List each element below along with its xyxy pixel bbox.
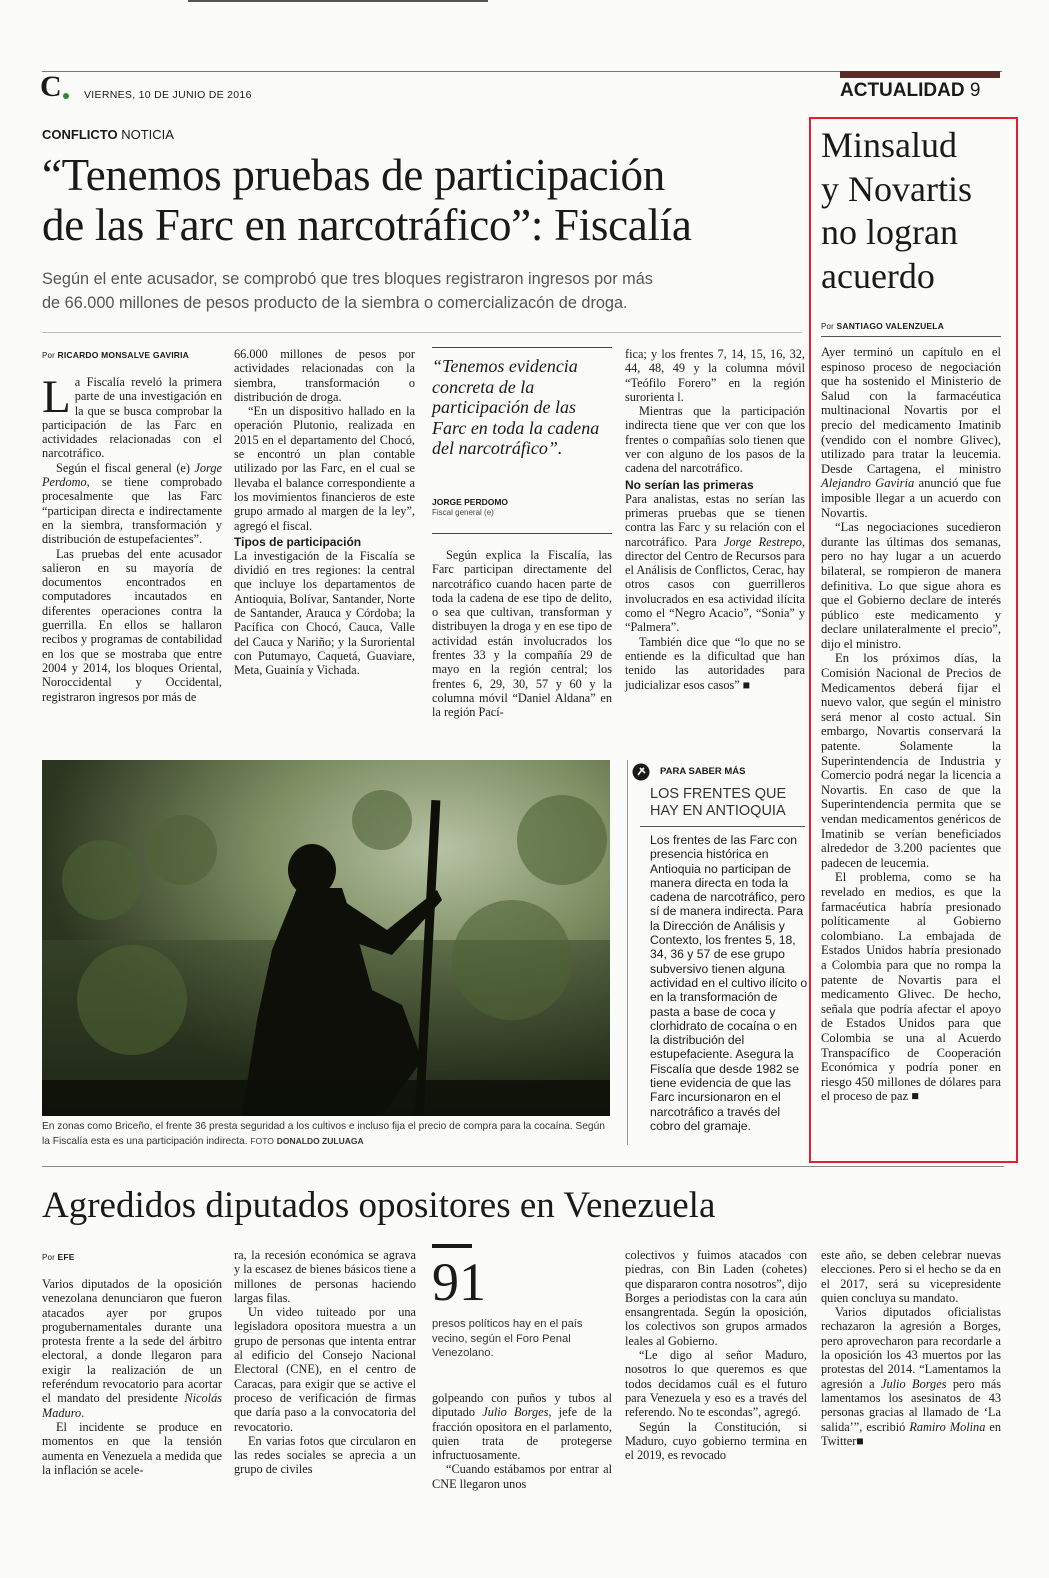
paragraph: Según explica la Fiscalía, las Farc participan directamente del narcotráfico cuando hacen parte de toda la cadena de ese tipo de delito, o sea que cultivan, transforman y distribuyen la droga y en ese tipo de actividad están involucrados los frentes 33 y la compañía 29 de mayo en la región central; los frentes 6, 29, 30, 57 y 60 y la columna móvil “Daniel Aldana” en la región Pací- [432, 548, 612, 720]
paragraph: golpeando con puños y tubos al diputado Julio Borges, jefe de la fracción opositora en el parlamento, quien trata de protegerse infructuosamente. [432, 1391, 612, 1463]
kicker-topic: CONFLICTO [42, 127, 118, 142]
kicker-type: NOTICIA [121, 127, 174, 142]
paragraph: “Las negociaciones sucedieron durante las últimas dos semanas, pero no hay lugar a un acuerdo bilateral, se rompieron de manera definitiva. Lo que sigue ahora es que el Gobierno declare de interés público este medicamento y declare unilateralmente el precio”, dijo el ministro. [821, 520, 1001, 651]
paragraph: “En un dispositivo hallado en la operación Plutonio, realizada en 2015 en el departamento del Chocó, se encontró un plan contable utilizado por las Farc, en el cual se llevaba el balance correspondiente a los movimientos financieros de este grupo armado al margen de la ley”, agregó el fiscal. [234, 404, 415, 533]
paragraph: este año, se deben celebrar nuevas elecciones. Pero si el hecho se da en el 2017, será su vicepresidente quien concluya su mandato. [821, 1248, 1001, 1305]
byline-author: EFE [57, 1252, 75, 1262]
byline-author: SANTIAGO VALENZUELA [836, 321, 945, 331]
stat-text: presos políticos hay en el país vecino, según el Foro Penal Venezolano. [432, 1318, 583, 1359]
byline-author: RICARDO MONSALVE GAVIRIA [57, 350, 190, 360]
publication-logo: C [40, 70, 62, 103]
subhead: Tipos de participación [234, 534, 362, 549]
subhead: No serían las primeras [625, 477, 754, 492]
person-name: Jorge Perdomo [42, 460, 222, 490]
paragraph: Las pruebas del ente acusador salieron en su mayoría de documentos encontrados en computadores incautados en diferentes operaciones contra la guerrilla. En ellos se hallaron recibos y programas de contabilidad en los que se mostraba que entre 2004 y 2014, los bloques Oriental, Noroccidental y Occidental, registraron ingresos por más de [42, 546, 222, 704]
bottom-column-4 [625, 1248, 807, 1462]
headline-line: de las Farc en narcotráfico”: Fiscalía [42, 200, 692, 250]
side-article-body [821, 345, 1001, 1104]
paragraph: También dice que “lo que no se entiende es la dificultad que han tenido las autoridades para judicializar esos casos” ■ [625, 634, 805, 692]
box-title: LOS FRENTES QUE HAY EN ANTIOQUIA [650, 786, 787, 819]
paragraph: En varias fotos que circularon en las redes sociales se aprecia a un grupo de civiles [234, 1433, 416, 1477]
bottom-byline: Por EFE [42, 1252, 75, 1262]
paragraph: Para analistas, estas no serían las primeras pruebas que se tienen contra las Farc y su relación con el narcotráfico. Para Jorge Restrepo, director del Centro de Recursos para el Análisis de Conflictos, Cerac, hay otros casos con guerrilleros involucrados en esa actividad ilícita como el “Negro Acacio”, “Sonia” y “Palmera”. [625, 491, 806, 635]
byline-prefix: Por [42, 351, 56, 360]
deck-line: Según el ente acusador, se comprobó que tres bloques registraron ingresos por más [42, 270, 653, 288]
paragraph: Varios diputados de la oposición venezolana denunciaron que fueron atacados ayer por grupos progubernamentales durante una protesta frente a la sede del árbitro electoral, a donde llegaron para exigir la realización de un referéndum revocatorio para acortar el mandato del presidente Nicolás Maduro. [42, 1277, 222, 1420]
paragraph: La Fiscalía reveló la primera parte de una investigación en la que se busca comprobar la participación de las Farc en actividades relacionadas con el narcotráfico. [42, 371, 222, 461]
paragraph: Un video tuiteado por una legisladora opositora muestra a un grupo de personas que intenta entrar al edificio del Consejo Nacional Electoral (CNE), en el centro de Caracas, para exigir que se active el proceso de verificación de firmas que daría paso a la convocatoria del revocatorio. [234, 1305, 416, 1434]
paragraph: “Le digo al señor Maduro, nosotros lo que queremos es que todos decidamos cuál es el futuro para Venezuela y eso es a través del referendo. No te escondas”, agregó. [625, 1348, 807, 1420]
photo-caption: En zonas como Briceño, el frente 36 presta seguridad a los cultivos e incluso fija el precio de compra para la cocaína. Según la Fiscalía esta es una participación indirecta. FOTO DONALDO ZULUAGA [42, 1121, 605, 1147]
person-name: Ramiro Molina [909, 1419, 986, 1434]
pushpin-icon [632, 763, 650, 781]
issue-date: VIERNES, 10 DE JUNIO DE 2016 [84, 89, 252, 101]
section-divider [42, 1166, 1004, 1167]
person-name: Alejandro Gaviria [821, 476, 915, 491]
box-divider [627, 760, 628, 1145]
bottom-column-2 [234, 1248, 416, 1477]
section-name [840, 80, 980, 102]
paragraph: Ayer terminó un capítulo en el espinoso proceso de negociación que ha sostenido el Ministerio de Salud con la farmacéutica multinacional Novartis por el precio del medicamento Imatinib (vendido con el nombre Glivec), utilizado para tratar la leucemia. Desde Cartagena, el ministro Alejandro Gaviria anunció que fue imposible llegar a un acuerdo con Novartis. [821, 345, 1001, 520]
paragraph: En los próximos días, la Comisión Nacional de Precios de Medicamentos deberá fijar el nuevo valor, que según el ministro será menor al costo actual. Sin embargo, Novartis conservará la patente. Solamente la Superintendencia de Industria y Comercio podrá negar la licencia a Novartis. En caso de que la Superintendencia permita que se vendan medicamentos genéricos de Imatinib se verían beneficiados alrededor de 3.200 pacientes que padecen de leucemia. [821, 651, 1001, 870]
paragraph: Según la Constitución, si Maduro, cuyo gobierno termina en el 2019, es revocado [625, 1419, 807, 1463]
paragraph: El incidente se produce en momentos en que la tensión aumenta en Venezuela a medida que la inflación se acele- [42, 1419, 222, 1477]
deck-line: de 66.000 millones de pesos producto de la siembra o comercializacón de droga. [42, 294, 628, 312]
deck-rule [42, 332, 802, 333]
quote-rule [432, 533, 612, 534]
main-column-4 [625, 347, 805, 692]
quote-author-role: Fiscal general (e) [432, 508, 494, 517]
kicker [42, 127, 174, 142]
photo-credit: DONALDO ZULUAGA [276, 1136, 364, 1146]
side-headline: Minsalud y Novartis no logran acuerdo [821, 125, 972, 296]
drop-cap: L [42, 371, 71, 423]
person-name: Julio Borges [482, 1405, 549, 1420]
top-edge-rule [188, 0, 488, 2]
bottom-column-3 [432, 1391, 612, 1491]
side-rule [821, 336, 1001, 337]
section-bar [840, 71, 1000, 78]
pull-quote: “Tenemos evidencia concreta de la participación de las Farc en toda la cadena del narcotráfico”. [432, 356, 600, 458]
headline-line: “Tenemos pruebas de participación [42, 150, 665, 200]
main-column-3 [432, 548, 612, 720]
stat-number: 91 [432, 1252, 486, 1312]
main-column-2 [234, 347, 415, 678]
paragraph: Mientras que la participación indirecta tiene que ver con que los frentes o compañías solo tienen que ver con alguno de los pasos de la cadena del narcotráfico. [625, 404, 805, 476]
box-text: Los frentes de las Farc con presencia histórica en Antioquia no participan de manera directa en toda la cadena de narcotráfico, pero sí de manera indirecta. Para la Dirección de Análisis y Contexto, los frentes 5, 18, 34, 36 y 57 de ese grupo subversivo tienen alguna actividad en el cultivo ilícito o en la transformación de pasta a base de coca y clorhidrato de cocaína o en la distribución del estupefaciente. Asegura la Fiscalía que desde 1982 se tiene evidencia de que las Farc incursionaron en el narcotráfico a través del cobro del gramaje. [650, 833, 808, 1133]
quote-author: JORGE PERDOMO [432, 497, 509, 507]
paragraph: “Cuando estábamos por entrar al CNE llegaron unos [432, 1462, 612, 1491]
paragraph: Según el fiscal general (e) Jorge Perdomo, se tiene comprobado procesalmente que las Farc “participan directa e indirectamente en la siembra, transformación y distribución de estupefacientes”. [42, 460, 222, 547]
main-headline [42, 150, 692, 250]
bottom-column-5 [821, 1248, 1001, 1448]
paragraph: ra, la recesión económica se agrava y la escasez de bienes básicos tiene a millones de personas haciendo largas filas. [234, 1248, 416, 1305]
section-label: ACTUALIDAD [840, 80, 965, 101]
bottom-column-1 [42, 1277, 222, 1477]
paragraph: La investigación de la Fiscalía se dividió en tres regiones: la central que incluye los departamentos de Antioquia, Bolívar, Santander, Norte de Santander, Arauca y Córdoba; la Pacífica con Chocó, Cauca, Valle del Cauca y Nariño; y la Suroriental con Putumayo, Caquetá, Guaviare, Meta, Guainía y Vichada. [234, 548, 415, 678]
article-photo [42, 760, 610, 1116]
box-label: PARA SABER MÁS [660, 766, 746, 777]
quote-rule [432, 347, 612, 348]
main-byline [42, 350, 189, 360]
person-name: Julio Borges [881, 1376, 947, 1391]
paragraph: colectivos y fuimos atacados con piedras, con Bin Laden (cohetes) que dispararon contra nosotros”, dijo Borges a periodistas con la cara aún ensangrentada. Según la oposición, los colectivos son grupos armados leales al Gobierno. [625, 1248, 808, 1348]
person-name: Jorge Restrepo [723, 534, 802, 549]
paragraph: 66.000 millones de pesos por actividades relacionadas con la siembra, transformación o distribución de droga. [234, 347, 415, 404]
paragraph: fica; y los frentes 7, 14, 15, 16, 32, 44, 48, 49 y la columna móvil “Teófilo Forero” en la región surorienta l. [625, 347, 805, 404]
paragraph: Varios diputados oficialistas rechazaron la agresión a Borges, pero aprovecharon para recordarle a la oposición los 43 muertos por las protestas del 2014. “Lamentamos la agresión a Julio Borges pero más lamentamos los asesinatos de 43 personas gracias al llamado de ‘La salida’”, escribió Ramiro Molina en Twitter■ [821, 1305, 1002, 1448]
photo-credit-label: FOTO [250, 1136, 274, 1146]
photo-illustration [42, 760, 610, 1116]
box-rule [640, 826, 805, 827]
page-number: 9 [969, 80, 981, 101]
paragraph: El problema, como se ha revelado en medios, es que la farmacéutica habría presionado políticamente al Gobierno colombiano. La embajada de Estados Unidos habría presionado a Colombia para que no rompa la patente de Novartis para el medicamento Glivec. De hecho, señala que podría afectar el apoyo de Estados Unidos para que Colombia se una al Acuerdo Transpacífico de Cooperación Económica y podría poner en riesgo 450 millones de dólares para el proceso de paz ■ [821, 870, 1001, 1104]
main-column-1 [42, 371, 222, 704]
stat-rule [432, 1244, 472, 1248]
person-name: Nicolás Maduro [42, 1391, 222, 1420]
bottom-headline: Agredidos diputados opositores en Venezuela [42, 1185, 716, 1226]
side-byline: Por SANTIAGO VALENZUELA [821, 321, 945, 331]
logo-dot-icon [63, 93, 69, 99]
main-deck [42, 267, 653, 315]
